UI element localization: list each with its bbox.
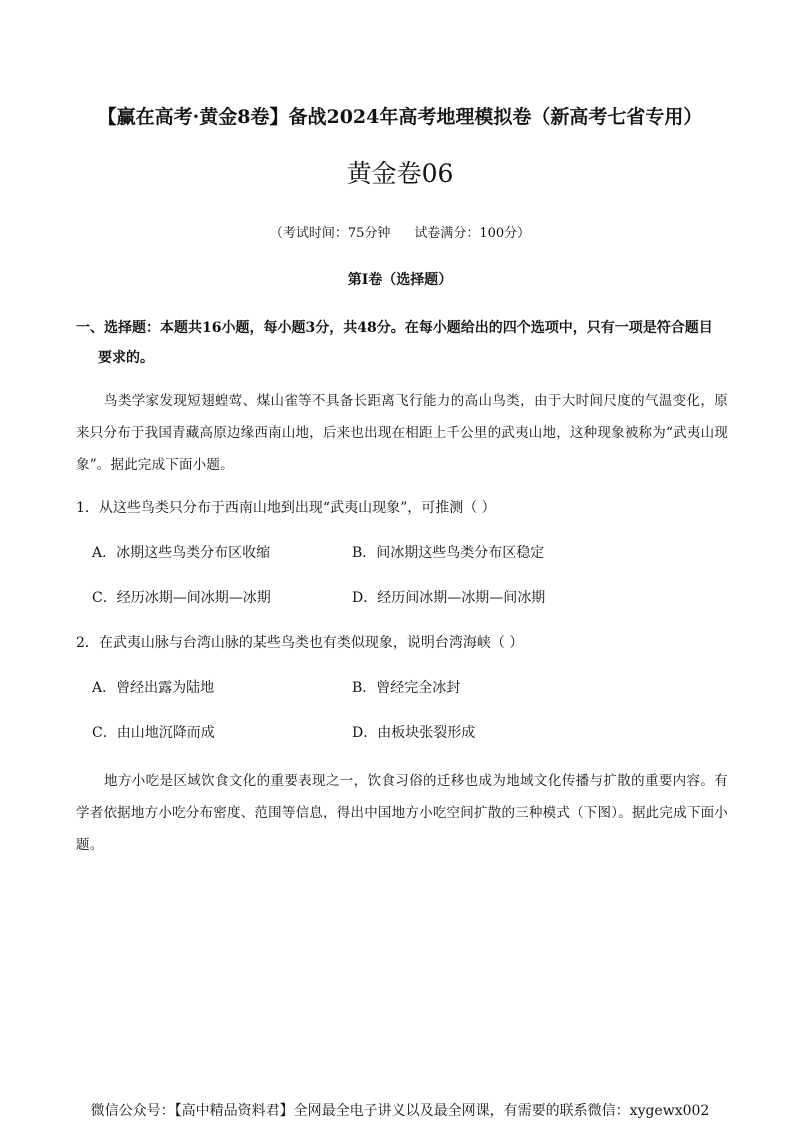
question-1-stem: 1．从这些鸟类只分布于西南山地到出现“武夷山现象”，可推测（ ） [76, 500, 496, 516]
section-heading-line2: 要求的。 [98, 350, 154, 366]
footer-note: 微信公众号：【高中精品资料君】全网最全电子讲义以及最全网课，有需要的联系微信：xygewx002 [90, 1103, 710, 1119]
reading-passage-2 [76, 765, 728, 861]
passage-1-text: 鸟类学家发现短翅蝗莺、煤山雀等不具备长距离飞行能力的高山鸟类，由于大时间尺度的气温变化，原来只分布于我国青藏高原边缘西南山地，后来也出现在相距上千公里的武夷山地，这种现象被称为“武夷山现象”。据此完成下面小题。 [76, 393, 728, 473]
question-2-option-a: A．曾经出露为陆地 [92, 680, 215, 696]
question-1-option-b: B．间冰期这些鸟类分布区稳定 [352, 545, 545, 561]
exam-title: 【赢在高考·黄金8卷】备战2024年高考地理模拟卷（新高考七省专用） [97, 106, 703, 128]
question-2-option-d: D．由板块张裂形成 [352, 725, 476, 741]
exam-subtitle: 黄金卷06 [346, 159, 454, 188]
question-1-option-c: C．经历冰期—间冰期—冰期 [92, 590, 271, 606]
question-1-option-d: D．经历间冰期—冰期—间冰期 [352, 590, 546, 606]
question-2-option-b: B．曾经完全冰封 [352, 680, 461, 696]
section-heading [76, 313, 726, 373]
section-heading-line1: 一、选择题：本题共16小题，每小题3分，共48分。在每小题给出的四个选项中，只有一项是符合题目 [76, 320, 713, 336]
exam-meta [0, 222, 800, 241]
part-heading: 第Ⅰ卷（选择题） [347, 272, 453, 288]
question-2-stem: 2．在武夷山脉与台湾山脉的某些鸟类也有类似现象，说明台湾海峡（ ） [76, 635, 524, 651]
question-2-option-c: C．由山地沉降而成 [92, 725, 215, 741]
full-score: 试卷满分：100分） [414, 226, 531, 241]
passage-2-text: 地方小吃是区域饮食文化的重要表现之一，饮食习俗的迁移也成为地域文化传播与扩散的重要内容。有学者依据地方小吃分布密度、范围等信息，得出中国地方小吃空间扩散的三种模式（下图）。据此完成下面小题。 [76, 773, 728, 853]
reading-passage-1 [76, 385, 728, 481]
question-1-option-a: A．冰期这些鸟类分布区收缩 [92, 545, 271, 561]
exam-time: （考试时间：75分钟 [269, 226, 391, 241]
